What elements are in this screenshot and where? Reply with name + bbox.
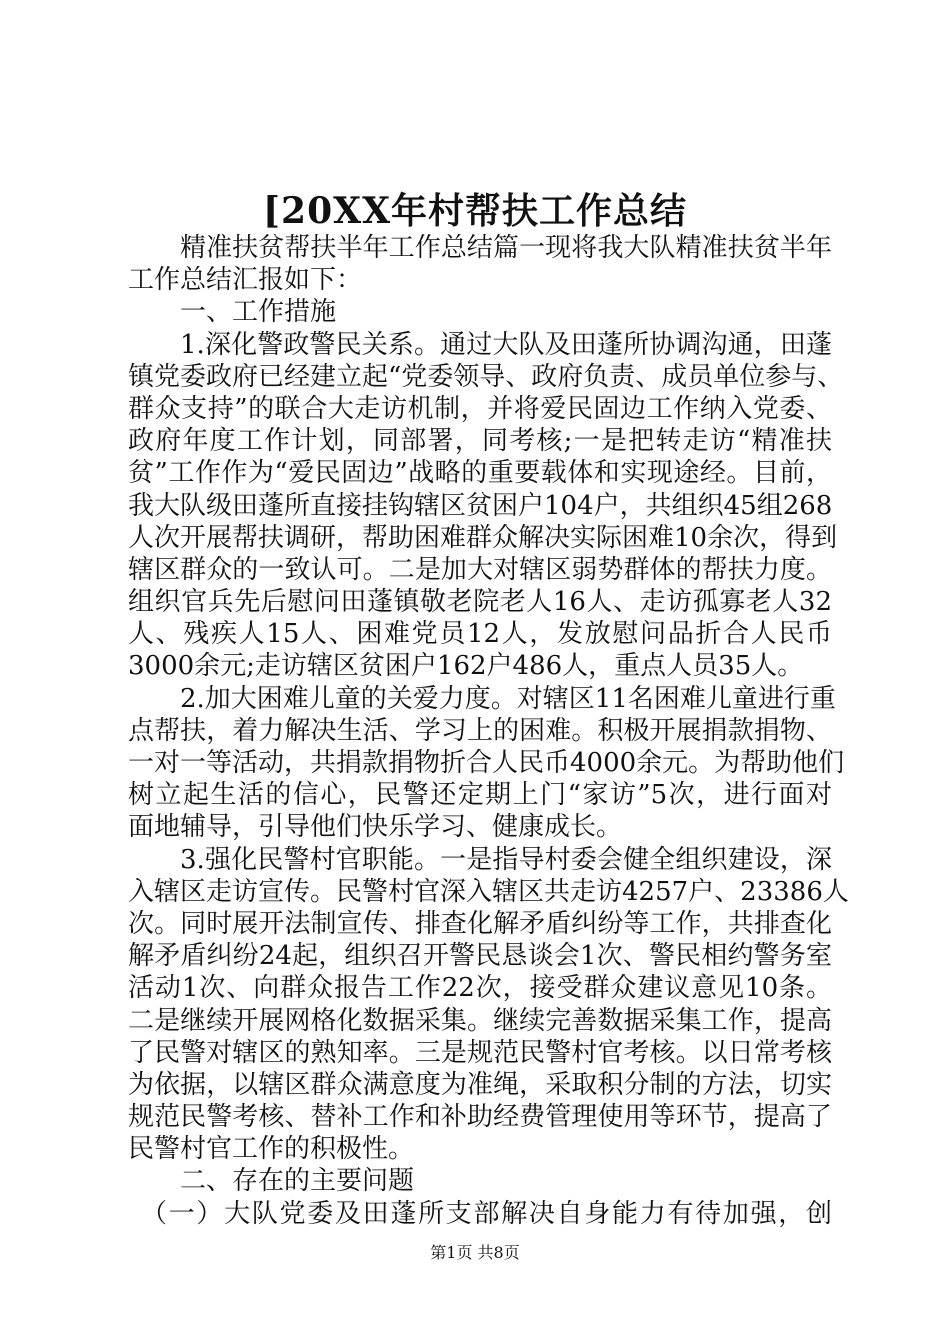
text-line: 2.加大困难儿童的关爱力度。对辖区11名困难儿童进行重 <box>180 683 836 714</box>
text-line: 一对一等活动，共捐款捐物折合人民币4000余元。为帮助他们 <box>128 748 845 778</box>
text-line: 解矛盾纠纷24起，组织召开警民恳谈会1次、警民相约警务室 <box>128 941 832 972</box>
text-line: 了民警对辖区的熟知率。三是规范民警村官考核。以日常考核 <box>128 1037 832 1068</box>
text-line: 面地辅导，引导他们快乐学习、健康成长。 <box>128 812 623 843</box>
text-line: 镇党委政府已经建立起“党委领导、政府负责、成员单位参与、 <box>128 361 844 392</box>
text-line: （一）大队党委及田蓬所支部解决自身能力有待加强，创 <box>141 1198 832 1229</box>
text-line: 辖区群众的一致认可。二是加大对辖区弱势群体的帮扶力度。 <box>128 554 832 585</box>
text-line: 贫”工作作为“爱民固边”战略的重要载体和实现途经。目前， <box>128 458 832 489</box>
text-line: 活动1次、向群众报告工作22次，接受群众建议意见10条。 <box>128 973 832 1004</box>
text-line: 二是继续开展网格化数据采集。继续完善数据采集工作，提高 <box>128 1005 832 1036</box>
text-line: 组织官兵先后慰问田蓬镇敬老院老人16人、走访孤寡老人32 <box>128 587 832 618</box>
text-line: 规范民警考核、替补工作和补助经费管理使用等环节，提高了 <box>128 1102 832 1133</box>
text-line: 一、工作措施 <box>180 297 337 328</box>
text-line: 群众支持”的联合大走访机制，并将爱民固边工作纳入党委、 <box>128 393 832 424</box>
text-line: 政府年度工作计划，同部署，同考核;一是把转走访“精准扶 <box>128 426 832 457</box>
text-line: 我大队级田蓬所直接挂钩辖区贫困户104户，共组织45组268 <box>128 490 833 521</box>
text-line: 工作总结汇报如下： <box>128 265 363 296</box>
text-line: 入辖区走访宣传。民警村官深入辖区共走访4257户、23386人 <box>128 876 849 907</box>
text-line: 二、存在的主要问题 <box>180 1166 415 1197</box>
text-line: 1.深化警政警民关系。通过大队及田蓬所协调沟通，田蓬 <box>180 329 832 360</box>
text-line: 精准扶贫帮扶半年工作总结篇一现将我大队精准扶贫半年 <box>180 233 832 263</box>
text-line: 点帮扶，着力解决生活、学习上的困难。积极开展捐款捐物、 <box>128 715 832 746</box>
text-line: 为依据，以辖区群众满意度为准绳，采取积分制的方法，切实 <box>128 1069 832 1100</box>
page-footer: 第1页 共8页 <box>430 1243 520 1262</box>
text-line: 次。同时展开法制宣传、排查化解矛盾纠纷等工作，共排查化 <box>128 908 832 939</box>
text-line: 树立起生活的信心，民警还定期上门“家访”5次，进行面对 <box>128 780 832 811</box>
document-title: [20XX年村帮扶工作总结 <box>263 190 687 232</box>
document-body <box>128 232 849 1230</box>
text-line: 3.强化民警村官职能。一是指导村委会健全组织建设，深 <box>180 844 832 875</box>
text-line: 民警村官工作的积极性。 <box>128 1134 415 1165</box>
text-line: 3000余元;走访辖区贫困户162户486人，重点人员35人。 <box>128 651 804 682</box>
text-line: 人、残疾人15人、困难党员12人，发放慰问品折合人民币 <box>128 619 832 650</box>
text-line: 人次开展帮扶调研，帮助困难群众解决实际困难10余次，得到 <box>128 522 838 553</box>
